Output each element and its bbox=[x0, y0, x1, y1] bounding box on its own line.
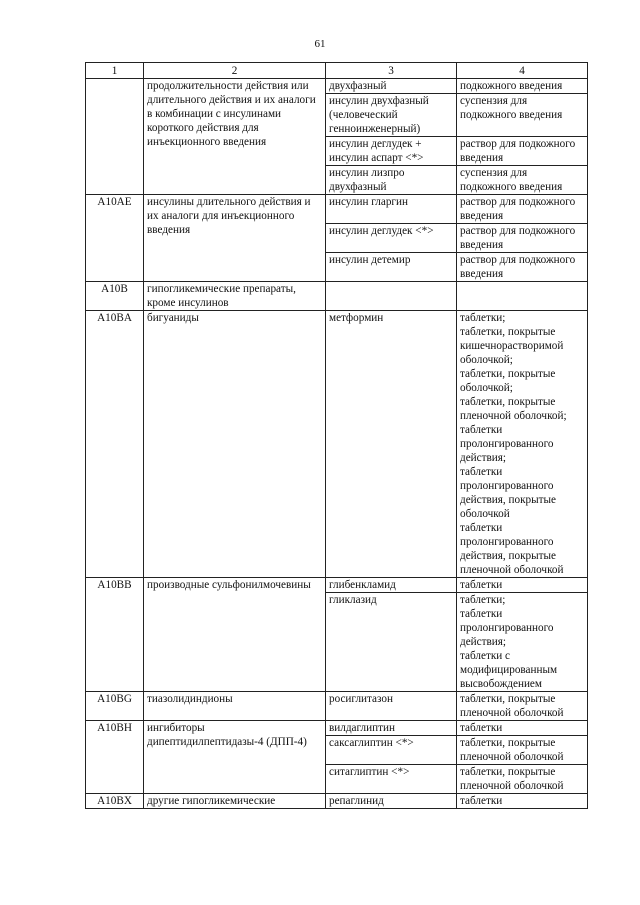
dosage-form-cell bbox=[457, 282, 588, 311]
dosage-form-block bbox=[457, 136, 587, 165]
header-cell: 1 bbox=[86, 63, 144, 79]
atc-code-cell: A10BG bbox=[86, 692, 144, 721]
dosage-form: раствор для подкожного введения bbox=[460, 225, 576, 251]
table-header-row bbox=[86, 63, 588, 79]
dosage-form-block bbox=[457, 592, 587, 691]
dosage-form-block bbox=[457, 311, 587, 577]
group-name-cell: ингибиторы дипептидилпептидазы-4 (ДПП-4) bbox=[144, 721, 326, 794]
dosage-form-cell bbox=[457, 794, 588, 809]
drug-name-cell bbox=[326, 794, 457, 809]
dosage-form: таблетки, покрытые пленочной оболочкой bbox=[460, 766, 564, 792]
dosage-form-block bbox=[457, 794, 587, 808]
group-name-cell: гипогликемические препараты, кроме инсулинов bbox=[144, 282, 326, 311]
dosage-form: суспензия для подкожного введения bbox=[460, 95, 563, 121]
header-cell: 3 bbox=[326, 63, 457, 79]
atc-code-cell: A10BX bbox=[86, 794, 144, 809]
dosage-form: таблетки пролонгированного действия; bbox=[460, 608, 554, 648]
drug-name: метформин bbox=[329, 312, 384, 324]
dosage-form-cell bbox=[457, 79, 588, 195]
dosage-form: таблетки пролонгированного действия, покрытые оболочкой bbox=[460, 466, 557, 520]
dosage-form: таблетки, покрытые пленочной оболочкой bbox=[460, 737, 564, 763]
table-row bbox=[86, 79, 588, 195]
table-row bbox=[86, 311, 588, 578]
table-row bbox=[86, 282, 588, 311]
dosage-form: таблетки пролонгированного действия; bbox=[460, 424, 554, 464]
drug-name-cell bbox=[326, 692, 457, 721]
table-row bbox=[86, 794, 588, 809]
dosage-form: таблетки; bbox=[460, 594, 506, 606]
dosage-form: таблетки bbox=[460, 722, 503, 734]
drug-name: инсулин деглудек <*> bbox=[326, 223, 456, 252]
drug-name: инсулин гларгин bbox=[329, 196, 408, 208]
group-name-cell: другие гипогликемические bbox=[144, 794, 326, 809]
header-cell: 4 bbox=[457, 63, 588, 79]
group-name-cell: бигуаниды bbox=[144, 311, 326, 578]
dosage-form: таблетки bbox=[460, 795, 503, 807]
dosage-form: подкожного введения bbox=[460, 80, 563, 92]
dosage-form: таблетки; bbox=[460, 312, 506, 324]
dosage-form-cell bbox=[457, 721, 588, 794]
drug-name-cell bbox=[326, 195, 457, 282]
dosage-form-cell bbox=[457, 692, 588, 721]
dosage-form-block bbox=[457, 165, 587, 194]
drug-name: саксаглиптин <*> bbox=[326, 735, 456, 764]
dosage-form: таблетки пролонгированного действия, покрытые пленочной оболочкой bbox=[460, 522, 564, 576]
dosage-form-block bbox=[457, 195, 587, 223]
drug-name-cell bbox=[326, 311, 457, 578]
dosage-form: суспензия для подкожного введения bbox=[460, 167, 563, 193]
drug-name-cell bbox=[326, 578, 457, 692]
dosage-form: таблетки с модифицированным высвобождением bbox=[460, 650, 558, 690]
atc-code-cell: A10BH bbox=[86, 721, 144, 794]
dosage-form-block bbox=[457, 578, 587, 592]
atc-code-cell: A10BA bbox=[86, 311, 144, 578]
drug-name: двухфазный bbox=[329, 80, 387, 92]
drug-name: инсулин детемир bbox=[326, 252, 456, 281]
dosage-form: таблетки, покрытые оболочкой; bbox=[460, 368, 556, 394]
dosage-form-cell bbox=[457, 578, 588, 692]
drug-name: инсулин лизпро двухфазный bbox=[326, 165, 456, 194]
table-row bbox=[86, 721, 588, 794]
header-cell: 2 bbox=[144, 63, 326, 79]
dosage-form: таблетки, покрытые кишечнорастворимой оболочкой; bbox=[460, 326, 564, 366]
drug-table bbox=[85, 62, 588, 809]
group-name-cell: производные сульфонилмочевины bbox=[144, 578, 326, 692]
dosage-form: раствор для подкожного введения bbox=[460, 254, 576, 280]
drug-name: инсулин двухфазный (человеческий генноинженерный) bbox=[326, 93, 456, 136]
dosage-form-block bbox=[457, 93, 587, 136]
table-row bbox=[86, 578, 588, 692]
atc-code-cell bbox=[86, 79, 144, 195]
drug-name-cell bbox=[326, 79, 457, 195]
page-number: 61 bbox=[314, 38, 326, 50]
drug-name: инсулин деглудек + инсулин аспарт <*> bbox=[326, 136, 456, 165]
drug-name: росиглитазон bbox=[329, 693, 393, 705]
atc-code-cell: A10B bbox=[86, 282, 144, 311]
dosage-form-block bbox=[457, 764, 587, 793]
group-name-cell: тиазолидиндионы bbox=[144, 692, 326, 721]
table-row bbox=[86, 692, 588, 721]
dosage-form-block bbox=[457, 79, 587, 93]
dosage-form-block bbox=[457, 692, 587, 720]
drug-name: глибенкламид bbox=[329, 579, 396, 591]
drug-name: гликлазид bbox=[326, 592, 456, 691]
drug-name-cell bbox=[326, 721, 457, 794]
atc-code-cell: A10AE bbox=[86, 195, 144, 282]
drug-name-cell bbox=[326, 282, 457, 311]
group-name-cell: продолжительности действия или длительного действия и их аналоги в комбинации с инсулинами короткого действия для инъекционного введения bbox=[144, 79, 326, 195]
drug-name: репаглинид bbox=[329, 795, 384, 807]
dosage-form-block bbox=[457, 721, 587, 735]
drug-name: ситаглиптин <*> bbox=[326, 764, 456, 793]
dosage-form-block bbox=[457, 735, 587, 764]
table-row bbox=[86, 195, 588, 282]
dosage-form: раствор для подкожного введения bbox=[460, 196, 576, 222]
dosage-form-cell bbox=[457, 195, 588, 282]
dosage-form: раствор для подкожного введения bbox=[460, 138, 576, 164]
dosage-form-block bbox=[457, 223, 587, 252]
atc-code-cell: A10BB bbox=[86, 578, 144, 692]
dosage-form: таблетки bbox=[460, 579, 503, 591]
dosage-form: таблетки, покрытые пленочной оболочкой bbox=[460, 693, 564, 719]
dosage-form-cell bbox=[457, 311, 588, 578]
group-name-cell: инсулины длительного действия и их аналоги для инъекционного введения bbox=[144, 195, 326, 282]
dosage-form: таблетки, покрытые пленочной оболочкой; bbox=[460, 396, 567, 422]
drug-name: вилдаглиптин bbox=[329, 722, 395, 734]
dosage-form-block bbox=[457, 252, 587, 281]
